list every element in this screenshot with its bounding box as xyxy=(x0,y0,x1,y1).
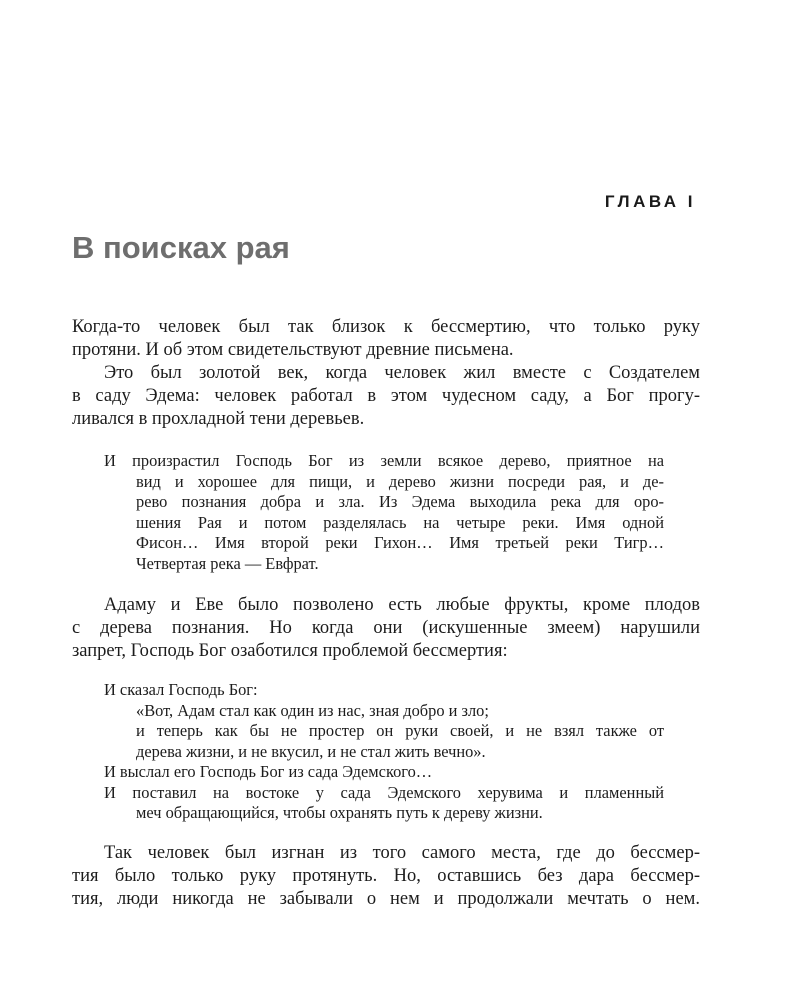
text-line: протяни. И об этом свидетельствуют древние письмена. xyxy=(72,340,514,360)
quote-line: вид и хорошее для пищи, и дерево жизни посреди рая, и де- xyxy=(136,471,664,491)
quote-line: дерева жизни, и не вкусил, и не стал жить вечно». xyxy=(136,741,486,761)
quote-line: И произрастил Господь Бог из земли всякое дерево, приятное на xyxy=(104,451,664,470)
paragraph-conclusion xyxy=(72,842,700,911)
text-line: Так человек был изгнан из того самого места, где до бессмер- xyxy=(104,843,700,863)
quote-line: меч обращающийся, чтобы охранять путь к дереву жизни. xyxy=(136,803,543,822)
quote-line: И выслал его Господь Бог из сада Эдемского… xyxy=(104,762,433,781)
text-line: запрет, Господь Бог озаботился проблемой бессмертия: xyxy=(72,641,508,661)
quote-line: и теперь как бы не простер он руки своей, и не взял также от xyxy=(136,721,664,740)
quote-line: И поставил на востоке у сада Эдемского херувима и пламенный xyxy=(104,782,664,802)
paragraph-adam-eve xyxy=(72,594,700,663)
text-line: с дерева познания. Но когда они (искушенные змеем) нарушили xyxy=(72,618,700,638)
text-line: Адаму и Еве было позволено есть любые фрукты, кроме плодов xyxy=(104,595,700,615)
text-line: Это был золотой век, когда человек жил вместе с Создателем xyxy=(104,363,700,383)
scripture-quote-eden xyxy=(104,451,664,574)
quote-line: Четвертая река — Евфрат. xyxy=(136,553,319,573)
text-line: Когда-то человек был так близок к бессмертию, что только руку xyxy=(72,317,700,337)
text-line: тия было только руку протянуть. Но, оставшись без дара бессмер- xyxy=(72,866,700,886)
text-line: тия, люди никогда не забывали о нем и продолжали мечтать о нем. xyxy=(72,889,700,909)
chapter-title: В поисках рая xyxy=(72,230,290,265)
quote-line: «Вот, Адам стал как один из нас, зная добро и зло; xyxy=(136,700,489,720)
quote-line: И сказал Господь Бог: xyxy=(104,680,258,699)
quote-line: шения Рая и потом разделялась на четыре реки. Имя одной xyxy=(136,512,664,532)
paragraph-intro xyxy=(72,316,700,431)
scripture-quote-expulsion xyxy=(104,680,664,824)
text-line: в саду Эдема: человек работал в этом чудесном саду, а Бог прогу- xyxy=(72,386,700,406)
text-line: ливался в прохладной тени деревьев. xyxy=(72,409,365,429)
quote-line: Фисон… Имя второй реки Гихон… Имя третьей реки Тигр… xyxy=(136,533,664,552)
chapter-label: ГЛАВА I xyxy=(604,192,696,211)
quote-line: рево познания добра и зла. Из Эдема выходила река для оро- xyxy=(136,492,664,511)
